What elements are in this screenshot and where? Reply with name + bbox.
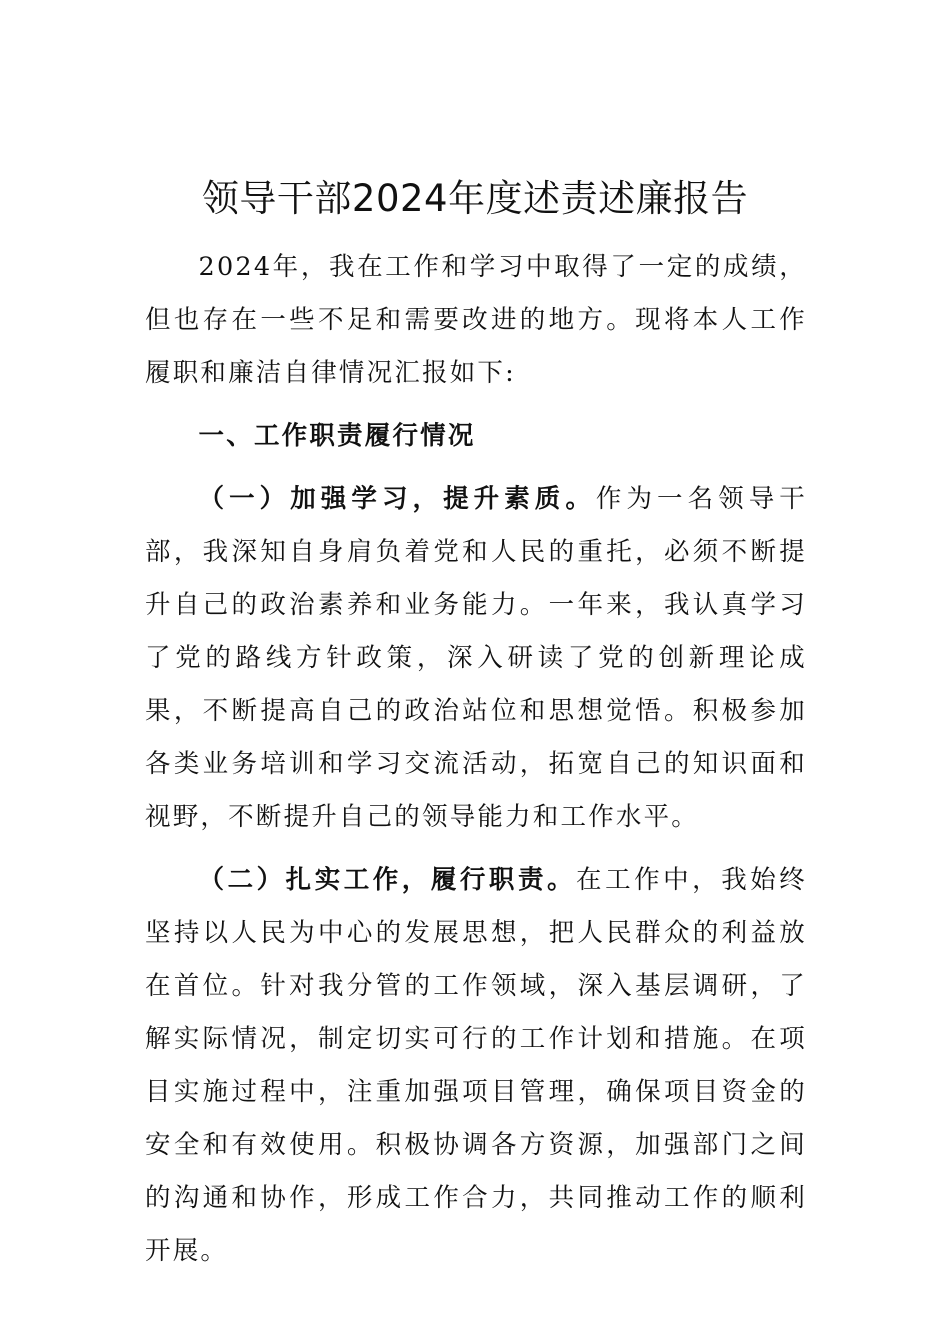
subsection-work-heading: （二）扎实工作，履行职责。 (198, 865, 577, 895)
document-body (145, 241, 807, 1278)
intro-paragraph: 2024年，我在工作和学习中取得了一定的成绩，但也存在一些不足和需要改进的地方。现将本人工作履职和廉洁自律情况汇报如下: (145, 252, 807, 388)
subsection-study-text: 作为一名领导干部，我深知自身肩负着党和人民的重托，必须不断提升自己的政治素养和业务能力。一年来，我认真学习了党的路线方针政策，深入研读了党的创新理论成果，不断提高自己的政治站位和思想觉悟。积极参加各类业务培训和学习交流活动，拓宽自己的知识面和视野，不断提升自己的领导能力和工作水平。 (145, 484, 807, 832)
subsection-work-paragraph (145, 854, 807, 1278)
document-title: 领导干部2024年度述责述廉报告 (201, 177, 749, 220)
subsection-study-paragraph (145, 473, 807, 844)
section-heading-work-duties: 一、工作职责履行情况 (198, 421, 476, 451)
subsection-work-text: 在工作中，我始终坚持以人民为中心的发展思想，把人民群众的利益放在首位。针对我分管的工作领域，深入基层调研，了解实际情况，制定切实可行的工作计划和措施。在项目实施过程中，注重加强项目管理，确保项目资金的安全和有效使用。积极协调各方资源，加强部门之间的沟通和协作，形成工作合力，共同推动工作的顺利开展。 (145, 865, 807, 1266)
subsection-study-heading: （一）加强学习，提升素质。 (198, 484, 596, 514)
